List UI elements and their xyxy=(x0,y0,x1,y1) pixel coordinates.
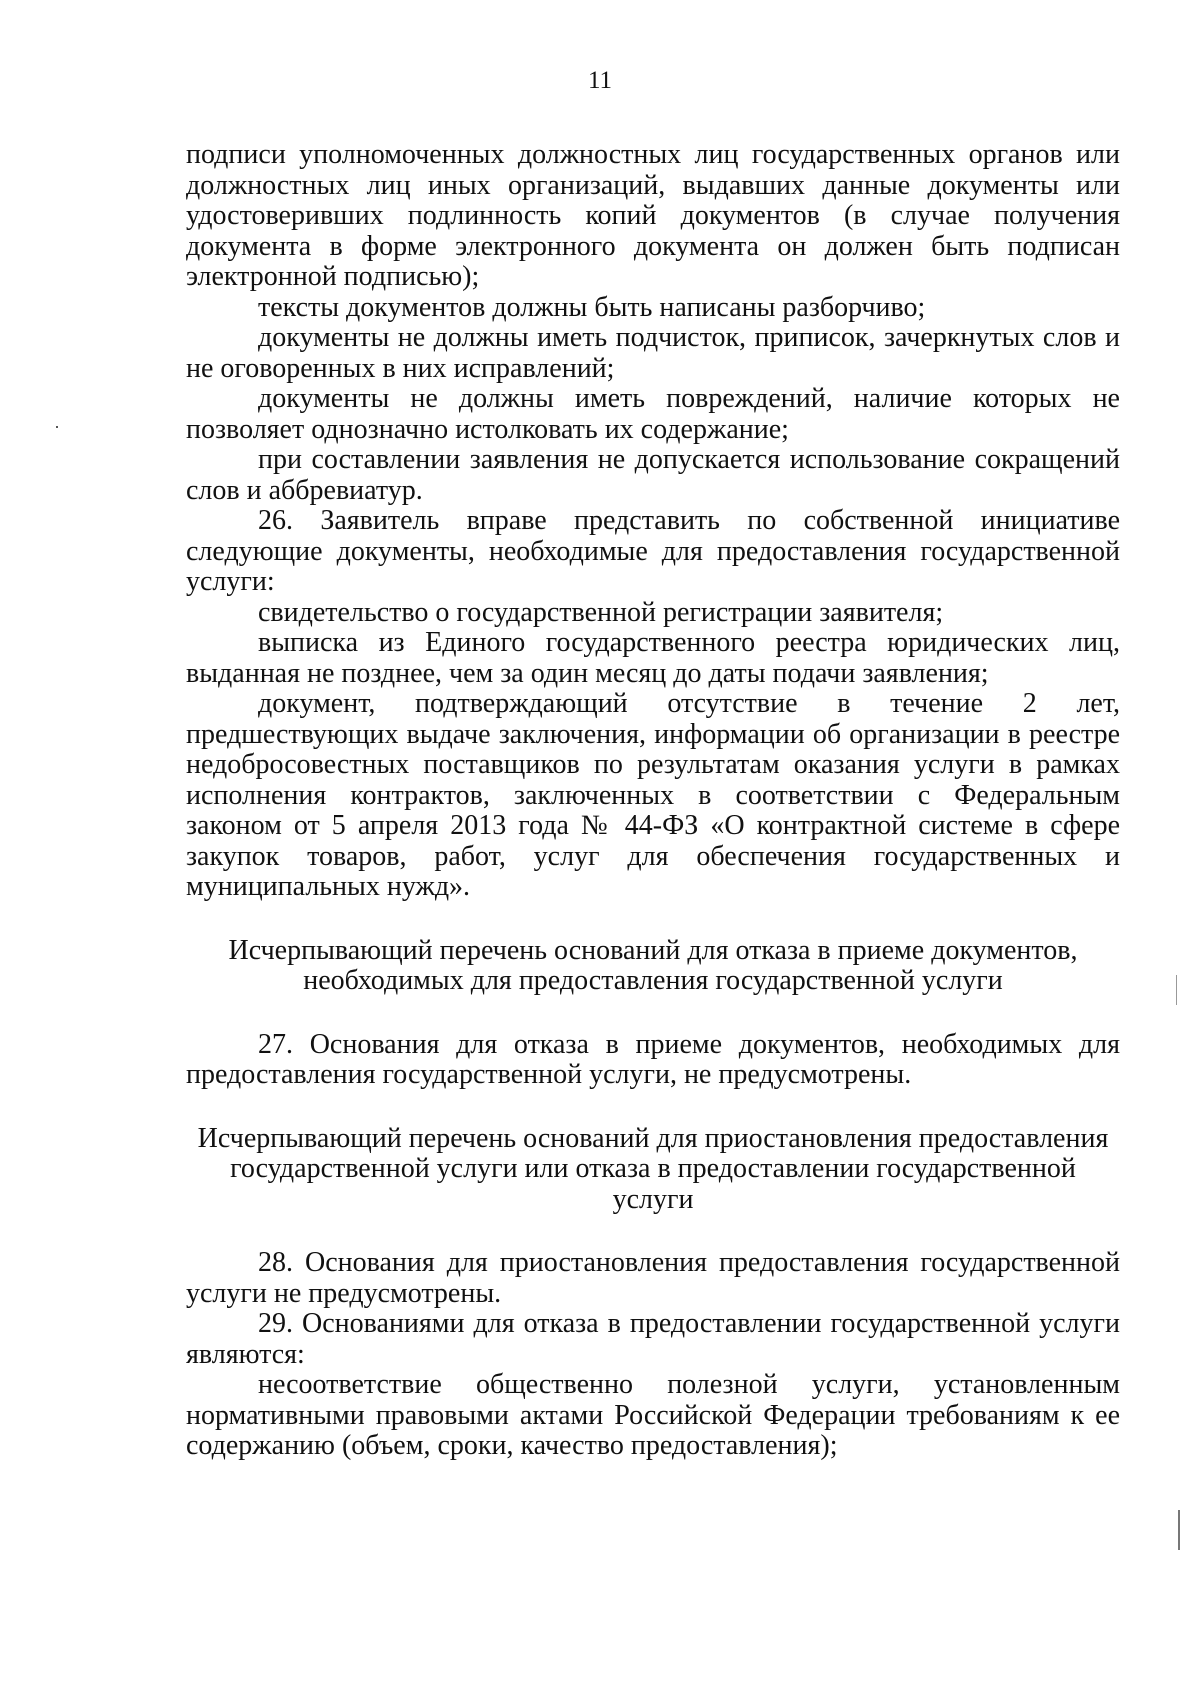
document-body xyxy=(186,140,1120,1462)
heading-line: государственной услуги или отказа в предоставлении государственной xyxy=(230,1153,1076,1184)
paragraph-legible-text: тексты документов должны быть написаны разборчиво; xyxy=(258,291,926,323)
paragraph-signatures: подписи уполномоченных должностных лиц государственных органов или должностных лиц иных организаций, выдавших данные документы или удостоверивших подлинность копий документов (в случае получения документа в форме электронного документа он должен быть подписан электронной подписью); xyxy=(186,139,1120,292)
paragraph-28: 28. Основания для приостановления предоставления государственной услуги не предусмотрены. xyxy=(186,1247,1120,1309)
paragraph-no-damage: документы не должны иметь повреждений, наличие которых не позволяет однозначно истолковать их содержание; xyxy=(186,383,1120,445)
heading-line: необходимых для предоставления государственной услуги xyxy=(303,965,1003,996)
paragraph-registration-certificate: свидетельство о государственной регистрации заявителя; xyxy=(258,596,944,628)
scan-artifact xyxy=(1178,1510,1180,1550)
paragraph-registry-extract: выписка из Единого государственного реестра юридических лиц, выданная не позднее, чем за один месяц до даты подачи заявления; xyxy=(186,627,1120,689)
heading-line: Исчерпывающий перечень оснований для приостановления предоставления xyxy=(197,1122,1109,1154)
paragraph-29: 29. Основаниями для отказа в предоставлении государственной услуги являются: xyxy=(186,1308,1120,1370)
paragraph-no-unfair-suppliers: документ, подтверждающий отсутствие в течение 2 лет, предшествующих выдаче заключения, информации об организации в реестре недобросовестных поставщиков по результатам оказания услуги в рамках исполнения контрактов, заключенных в соответствии с Федеральным законом от 5 апреля 2013 года № 44-ФЗ «О контрактной системе в сфере закупок товаров, работ, услуг для обеспечения государственных и муниципальных нужд». xyxy=(186,688,1120,902)
paragraph-no-abbreviations: при составлении заявления не допускается использование сокращений слов и аббревиатур. xyxy=(186,444,1120,506)
paragraph-no-erasures: документы не должны иметь подчисток, приписок, зачеркнутых слов и не оговоренных в них исправлений; xyxy=(186,322,1120,384)
paragraph-noncompliance: несоответствие общественно полезной услуги, установленным нормативными правовыми актами Российской Федерации требованиям к ее содержанию (объем, сроки, качество предоставления); xyxy=(186,1369,1120,1461)
section-heading-refusal-acceptance xyxy=(186,936,1120,997)
page-number: 11 xyxy=(587,67,613,94)
scan-artifact xyxy=(1176,975,1177,1005)
section-heading-suspension-refusal xyxy=(186,1124,1120,1216)
heading-line: Исчерпывающий перечень оснований для отказа в приеме документов, xyxy=(228,934,1078,966)
heading-line: услуги xyxy=(612,1183,694,1215)
scan-artifact xyxy=(56,426,58,428)
paragraph-26: 26. Заявитель вправе представить по собственной инициативе следующие документы, необходимые для предоставления государственной услуги: xyxy=(186,505,1120,597)
paragraph-27: 27. Основания для отказа в приеме документов, необходимых для предоставления государственной услуги, не предусмотрены. xyxy=(186,1028,1120,1090)
